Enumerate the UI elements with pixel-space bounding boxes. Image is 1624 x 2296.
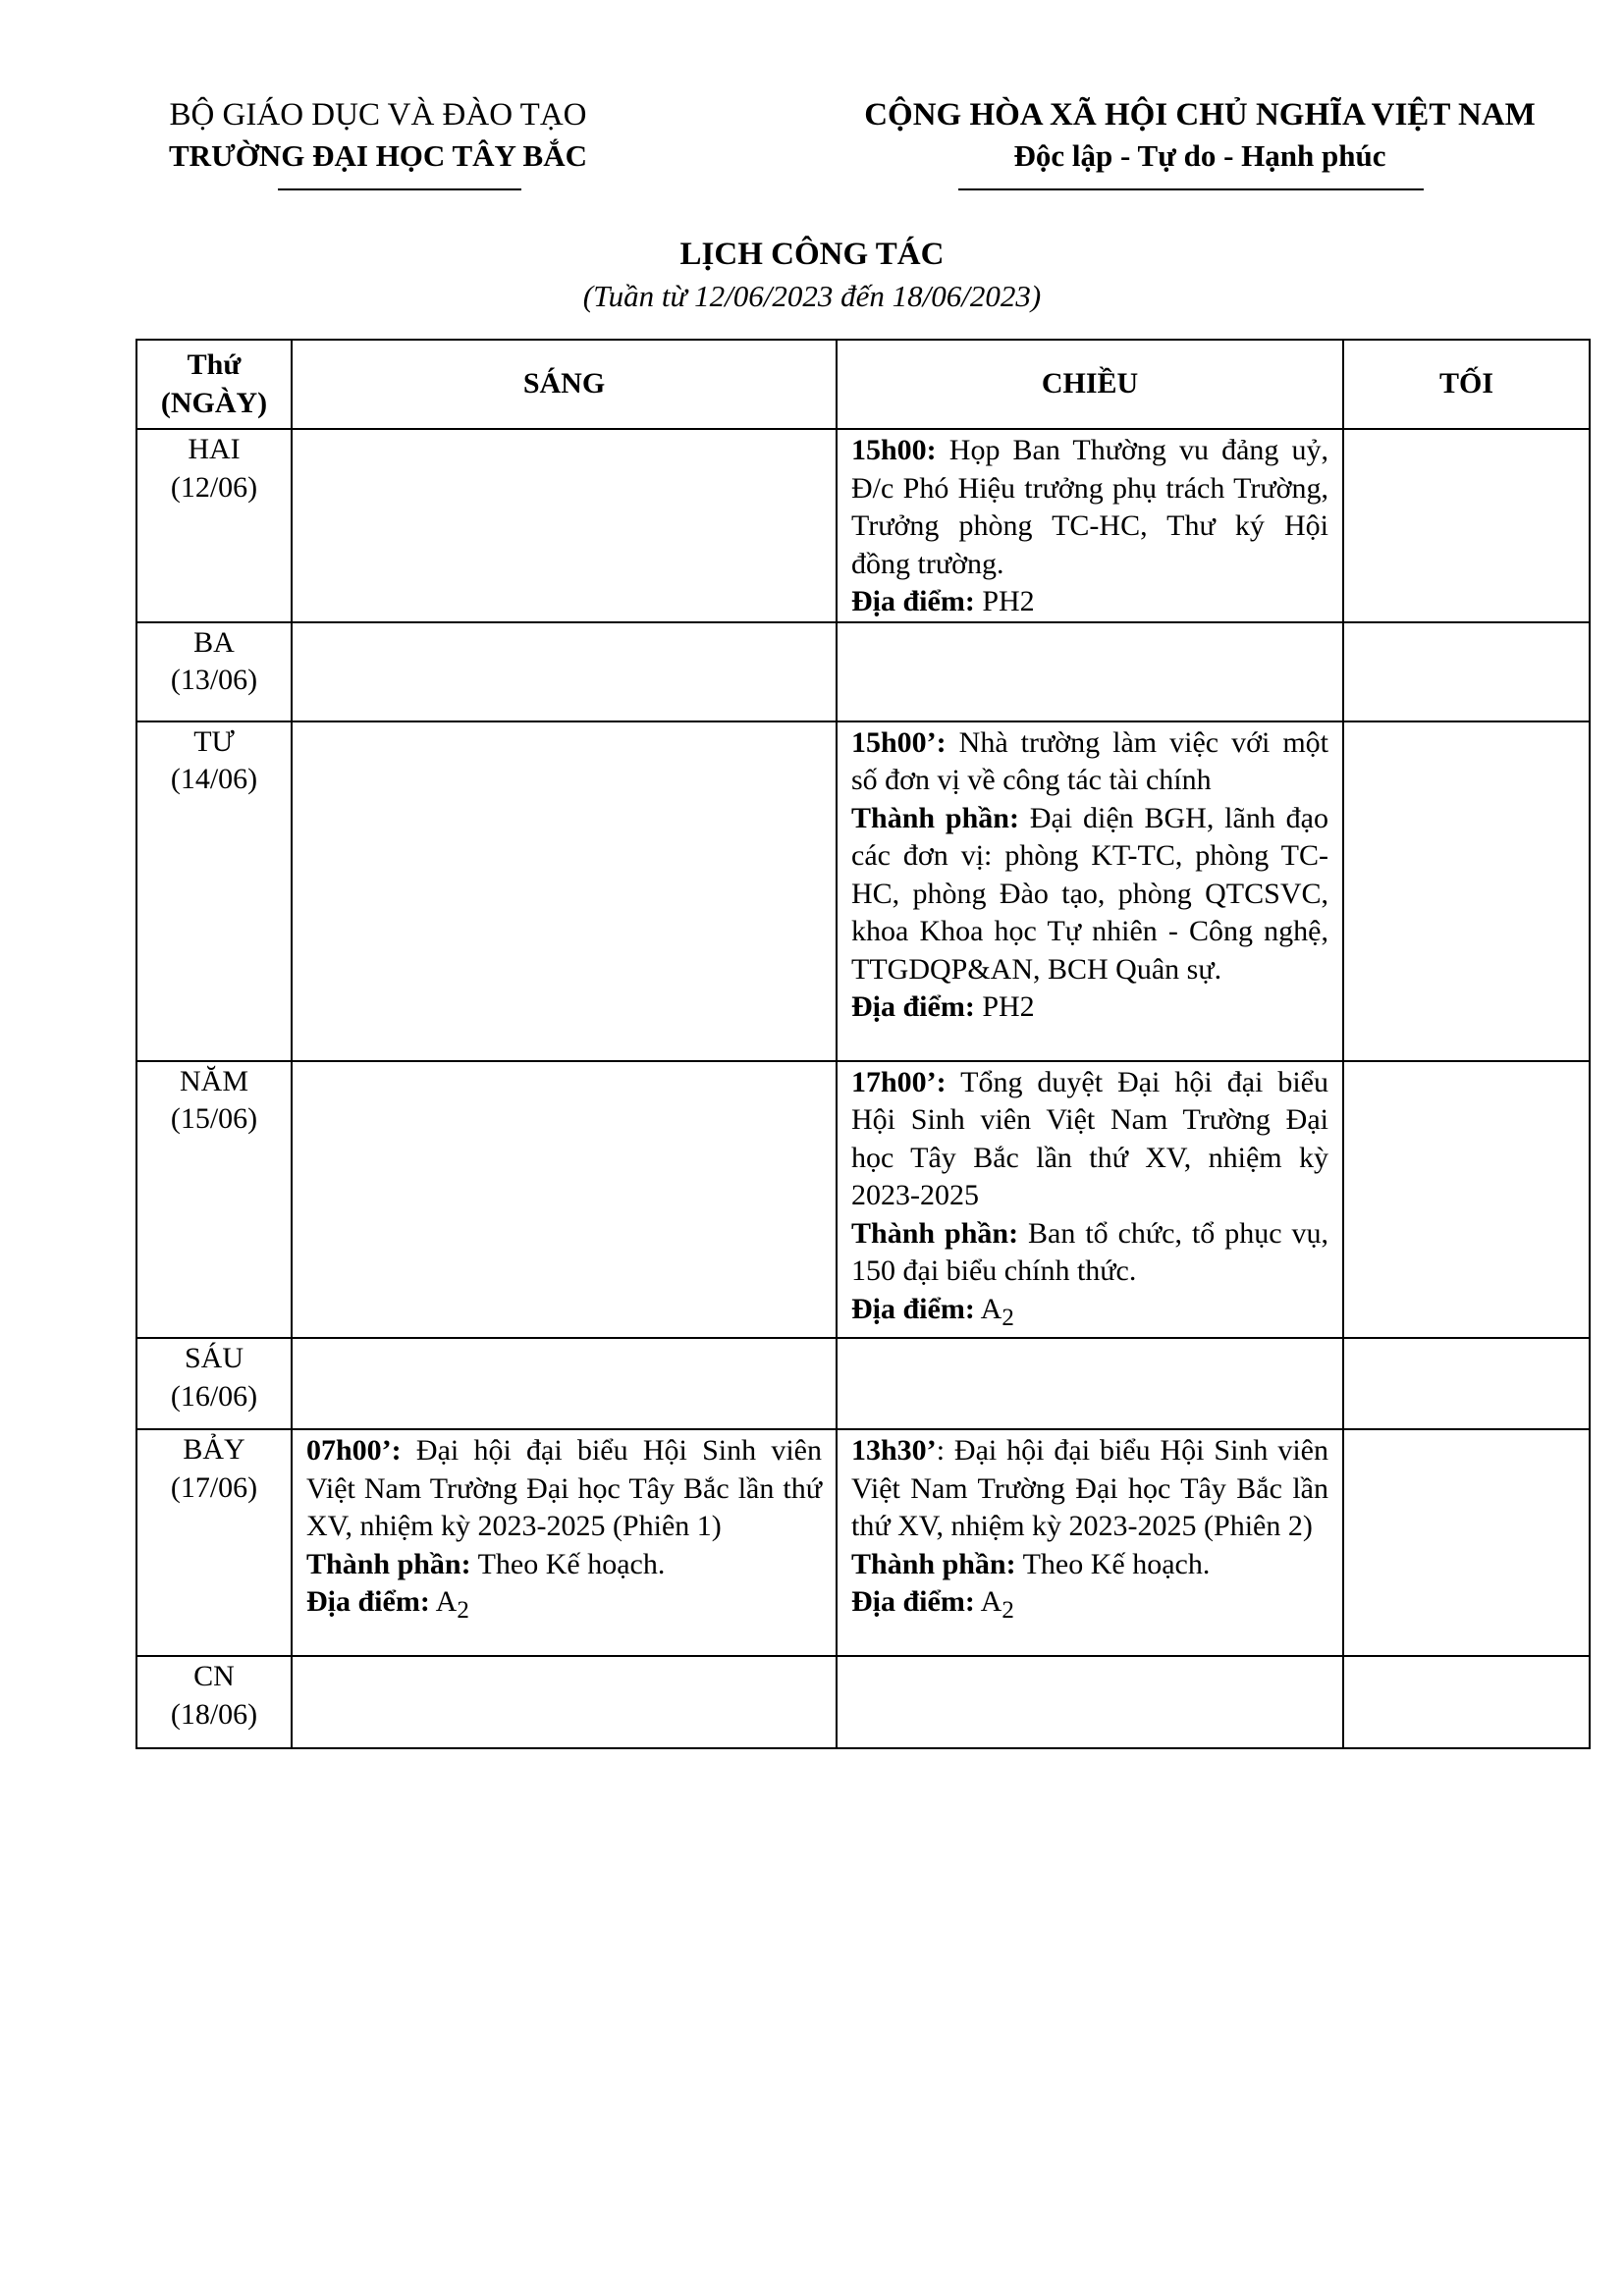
ministry-name: BỘ GIÁO DỤC VÀ ĐÀO TẠO <box>169 97 587 133</box>
table-row <box>136 1656 1590 1748</box>
day-date: (12/06) <box>170 470 258 504</box>
event-location-subscript: 2 <box>1001 1597 1014 1624</box>
event-location-subscript: 2 <box>1001 1304 1014 1331</box>
event-location: PH2 <box>974 990 1035 1023</box>
event-participants: Theo Kế hoạch. <box>470 1547 666 1580</box>
day-name: HAI <box>188 433 241 465</box>
day-cell <box>136 1656 292 1748</box>
location-label: Địa điểm: <box>851 585 975 617</box>
day-cell <box>136 429 292 622</box>
event-participants: Đại diện BGH, lãnh đạo các đơn vị: phòng KT-TC, phòng TC-HC, phòng Đào tạo, phòng QTCSVC, khoa Khoa học Tự nhiên - Công nghệ, TTGDQP&AN, BCH Quân sự. <box>851 801 1328 986</box>
day-cell <box>136 1338 292 1429</box>
republic-name: CỘNG HÒA XÃ HỘI CHỦ NGHĨA VIỆT NAM <box>864 97 1536 133</box>
morning-cell <box>292 622 837 721</box>
header-day-label: Thứ <box>187 348 242 381</box>
morning-cell <box>292 1338 837 1429</box>
national-header <box>846 94 1553 177</box>
afternoon-cell <box>837 721 1343 1061</box>
day-cell <box>136 721 292 1061</box>
afternoon-cell <box>837 1338 1343 1429</box>
day-name: BA <box>193 625 235 659</box>
table-row <box>136 1061 1590 1339</box>
participants-label: Thành phần: <box>851 1216 1019 1250</box>
event-location: A <box>974 1292 1002 1325</box>
event-description: Đại hội đại biểu Hội Sinh viên Việt Nam Trường Đại học Tây Bắc lần thứ XV, nhiệm kỳ 2023-2025 (Phiên 1) <box>306 1434 822 1542</box>
event-time: 13h30’ <box>851 1434 937 1467</box>
day-date: (15/06) <box>170 1102 258 1135</box>
event-location: PH2 <box>974 585 1035 617</box>
schedule-table <box>135 339 1591 1749</box>
evening-cell <box>1343 1429 1590 1656</box>
event-description: Họp Ban Thường vu đảng uỷ, Đ/c Phó Hiệu trưởng phụ trách Trường, Trưởng phòng TC-HC, Thư ký Hội đồng trường. <box>851 434 1328 580</box>
evening-cell <box>1343 1338 1590 1429</box>
afternoon-cell <box>837 429 1343 622</box>
day-cell <box>136 1429 292 1656</box>
day-date: (17/06) <box>170 1470 258 1504</box>
participants-label: Thành phần: <box>306 1547 471 1580</box>
day-cell <box>136 1061 292 1339</box>
header-morning: SÁNG <box>292 340 837 429</box>
afternoon-cell <box>837 622 1343 721</box>
evening-cell <box>1343 622 1590 721</box>
issuer-block <box>147 94 609 177</box>
morning-cell <box>292 429 837 622</box>
national-motto: Độc lập - Tự do - Hạnh phúc <box>1013 138 1386 173</box>
location-label: Địa điểm: <box>306 1585 430 1618</box>
event-description: Tổng duyệt Đại hội đại biểu Hội Sinh viên Việt Nam Trường Đại học Tây Bắc lần thứ XV, nhiệm kỳ 2023-2025 <box>851 1065 1328 1211</box>
issuer-underline <box>278 188 521 190</box>
evening-cell <box>1343 1061 1590 1339</box>
evening-cell <box>1343 429 1590 622</box>
event-description: : Đại hội đại biểu Hội Sinh viên Việt Nam Trường Đại học Tây Bắc lần thứ XV, nhiệm kỳ 2023-2025 (Phiên 2) <box>851 1434 1328 1542</box>
day-date: (13/06) <box>170 664 258 696</box>
evening-cell <box>1343 1656 1590 1748</box>
table-row <box>136 1338 1590 1429</box>
afternoon-cell <box>837 1656 1343 1748</box>
morning-cell <box>292 1429 837 1656</box>
header-day <box>136 340 292 429</box>
event-participants: Theo Kế hoạch. <box>1015 1547 1211 1580</box>
event-time: 15h00’: <box>851 725 947 759</box>
afternoon-cell <box>837 1061 1343 1339</box>
morning-cell <box>292 721 837 1061</box>
header-evening: TỐI <box>1343 340 1590 429</box>
location-label: Địa điểm: <box>851 1292 975 1325</box>
header-afternoon: CHIỀU <box>837 340 1343 429</box>
motto-underline <box>958 188 1424 190</box>
day-name: TƯ <box>193 724 235 758</box>
day-date: (18/06) <box>170 1697 258 1731</box>
event-time: 15h00: <box>851 434 937 466</box>
participants-label: Thành phần: <box>851 801 1019 834</box>
day-cell <box>136 622 292 721</box>
day-name: SÁU <box>184 1342 244 1374</box>
morning-cell <box>292 1061 837 1339</box>
afternoon-cell <box>837 1429 1343 1656</box>
document-subtitle: (Tuần từ 12/06/2023 đến 18/06/2023) <box>582 279 1042 313</box>
day-name: NĂM <box>179 1064 248 1097</box>
day-name: CN <box>193 1660 235 1692</box>
evening-cell <box>1343 721 1590 1061</box>
location-label: Địa điểm: <box>851 1585 975 1618</box>
university-name: TRƯỜNG ĐẠI HỌC TÂY BẮC <box>169 138 587 173</box>
event-location-subscript: 2 <box>457 1597 469 1624</box>
location-label: Địa điểm: <box>851 990 975 1023</box>
event-location: A <box>974 1585 1002 1618</box>
event-location: A <box>429 1585 458 1618</box>
day-name: BẢY <box>183 1433 245 1466</box>
participants-label: Thành phần: <box>851 1547 1016 1580</box>
event-participants: Ban tổ chức, tổ phục vụ, 150 đại biểu chính thức. <box>851 1216 1329 1287</box>
day-date: (16/06) <box>170 1379 258 1413</box>
table-header-row <box>136 340 1590 429</box>
event-description: Nhà trường làm việc với một số đơn vị về công tác tài chính <box>851 725 1328 796</box>
table-row <box>136 1429 1590 1656</box>
event-time: 17h00’: <box>851 1065 947 1098</box>
day-date: (14/06) <box>170 763 258 795</box>
morning-cell <box>292 1656 837 1748</box>
table-row <box>136 429 1590 622</box>
header-day-sub: (NGÀY) <box>160 386 268 419</box>
event-time: 07h00’: <box>306 1434 402 1467</box>
document-title: LỊCH CÔNG TÁC <box>679 237 945 272</box>
table-row <box>136 721 1590 1061</box>
table-row <box>136 622 1590 721</box>
